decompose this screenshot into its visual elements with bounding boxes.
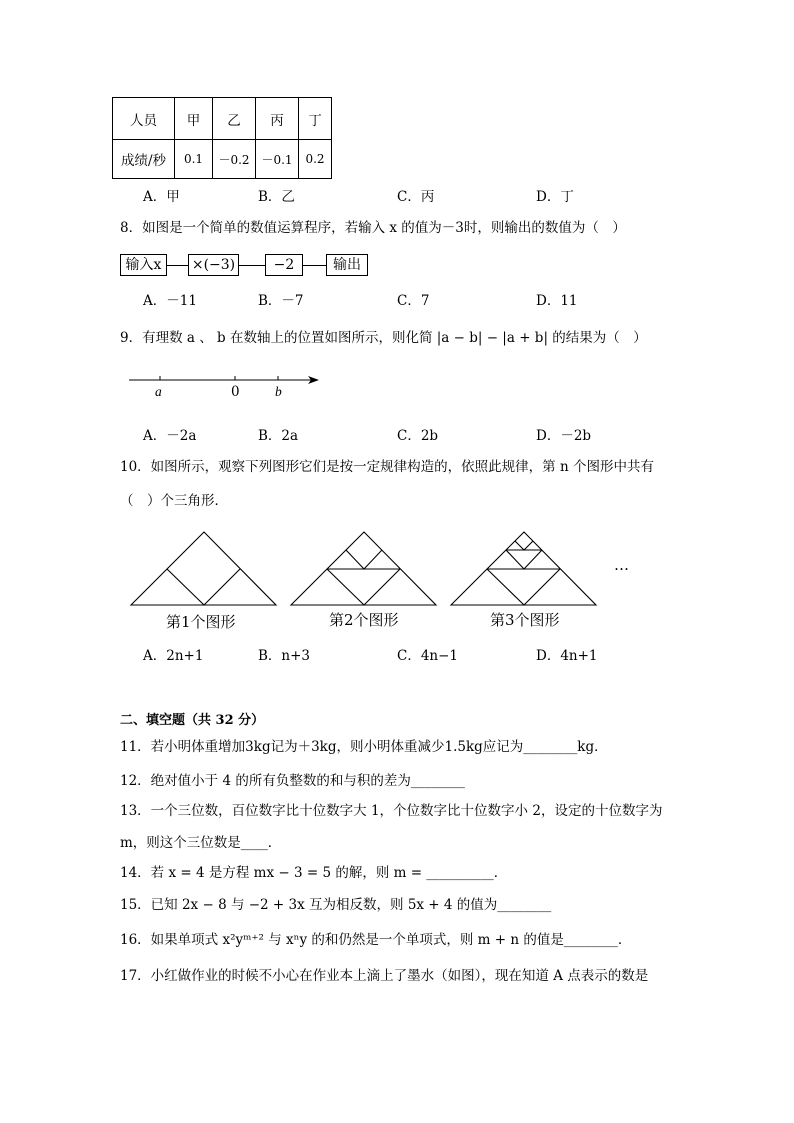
figure-2-triangles: [291, 532, 436, 605]
q7-option-d: D．丁: [536, 189, 574, 205]
q8-option-a: A．－11: [143, 293, 197, 309]
q9-option-b: B．2a: [258, 428, 299, 444]
table-header-cell: 人员: [113, 98, 175, 140]
q17: 17．小红做作业的时候不小心在作业本上滴上了墨水（如图），现在知道 A 点表示的数是: [120, 968, 649, 984]
figure-3-triangles: [451, 532, 596, 605]
q8-option-d: D．11: [536, 293, 578, 309]
q8-option-c: C．7: [397, 293, 430, 309]
flow-connector: [303, 265, 326, 266]
flow-input-box: 输入x: [120, 254, 167, 276]
flow-subtract-box: −2: [265, 254, 303, 276]
table-header-cell: 丙: [256, 98, 299, 140]
q16: 16．如果单项式 x²yᵐ⁺² 与 xⁿy 的和仍然是一个单项式，则 m + n 的值是________．: [120, 932, 632, 948]
figure-2-label: 第2个图形: [329, 611, 399, 629]
q15: 15．已知 2x − 8 与 −2 + 3x 互为相反数，则 5x + 4 的值为________: [120, 897, 552, 913]
q9-option-d: D．－2b: [536, 428, 592, 444]
table-cell: －0.2: [213, 140, 256, 179]
table-cell: 0.2: [299, 140, 332, 179]
q10-option-b: B．n+3: [258, 648, 311, 664]
figure-ellipsis: …: [614, 556, 629, 574]
table-cell: －0.1: [256, 140, 299, 179]
flow-connector: [239, 265, 265, 266]
triangle-figures: [125, 526, 625, 610]
q10-option-d: D．4n+1: [536, 648, 598, 664]
figure-3-label: 第3个图形: [490, 611, 560, 629]
q10-option-c: C．4n−1: [397, 648, 459, 664]
q8-option-b: B．－7: [258, 293, 304, 309]
flow-multiply-box: ×(−3): [188, 254, 239, 276]
score-table: [112, 97, 332, 179]
table-header-cell: 乙: [213, 98, 256, 140]
q10-stem-line1: 10．如图所示，观察下列图形它们是按一定规律构造的，依照此规律，第 n 个图形中共有: [120, 459, 654, 475]
axis-label-zero: 0: [231, 384, 240, 400]
q9-option-c: C．2b: [397, 428, 439, 444]
q7-option-c: C．丙: [397, 189, 435, 205]
q13-line2: m，则这个三位数是____．: [120, 835, 282, 851]
q11: 11．若小明体重增加3kg记为＋3kg，则小明体重减少1.5kg应记为________kg．: [120, 739, 608, 755]
q7-option-b: B．乙: [258, 189, 295, 205]
flow-connector: [167, 265, 188, 266]
q9-stem: 9．有理数 a 、 b 在数轴上的位置如图所示，则化简 |a − b| − |a + b| 的结果为（ ）: [120, 330, 647, 346]
q7-option-a: A．甲: [143, 189, 180, 205]
q9-option-a: A．－2a: [143, 428, 197, 444]
q14: 14．若 x = 4 是方程 mx − 3 = 5 的解，则 m = __________．: [120, 865, 508, 881]
axis-label-b: b: [275, 384, 282, 399]
q13-line1: 13．一个三位数，百位数字比十位数字大 1，个位数字比十位数字小 2，设定的十位数字为: [120, 803, 663, 819]
table-header-cell: 甲: [175, 98, 213, 140]
figure-1-label: 第1个图形: [166, 613, 236, 631]
q8-stem: 8．如图是一个简单的数值运算程序，若输入 x 的值为－3时，则输出的数值为（ ）: [120, 220, 626, 236]
table-cell: 成绩/秒: [113, 140, 175, 179]
flow-output-box: 输出: [326, 254, 368, 276]
axis-label-a: a: [155, 384, 162, 399]
q10-stem-line2: （ ）个三角形．: [120, 493, 228, 509]
number-line: [120, 368, 330, 402]
q12: 12．绝对值小于 4 的所有负整数的和与积的差为________: [120, 773, 465, 789]
table-cell: 0.1: [175, 140, 213, 179]
table-header-cell: 丁: [299, 98, 332, 140]
figure-1-triangles: [131, 532, 276, 605]
section-title: 二、填空题（共 32 分）: [120, 713, 265, 728]
q10-option-a: A．2n+1: [143, 648, 204, 664]
